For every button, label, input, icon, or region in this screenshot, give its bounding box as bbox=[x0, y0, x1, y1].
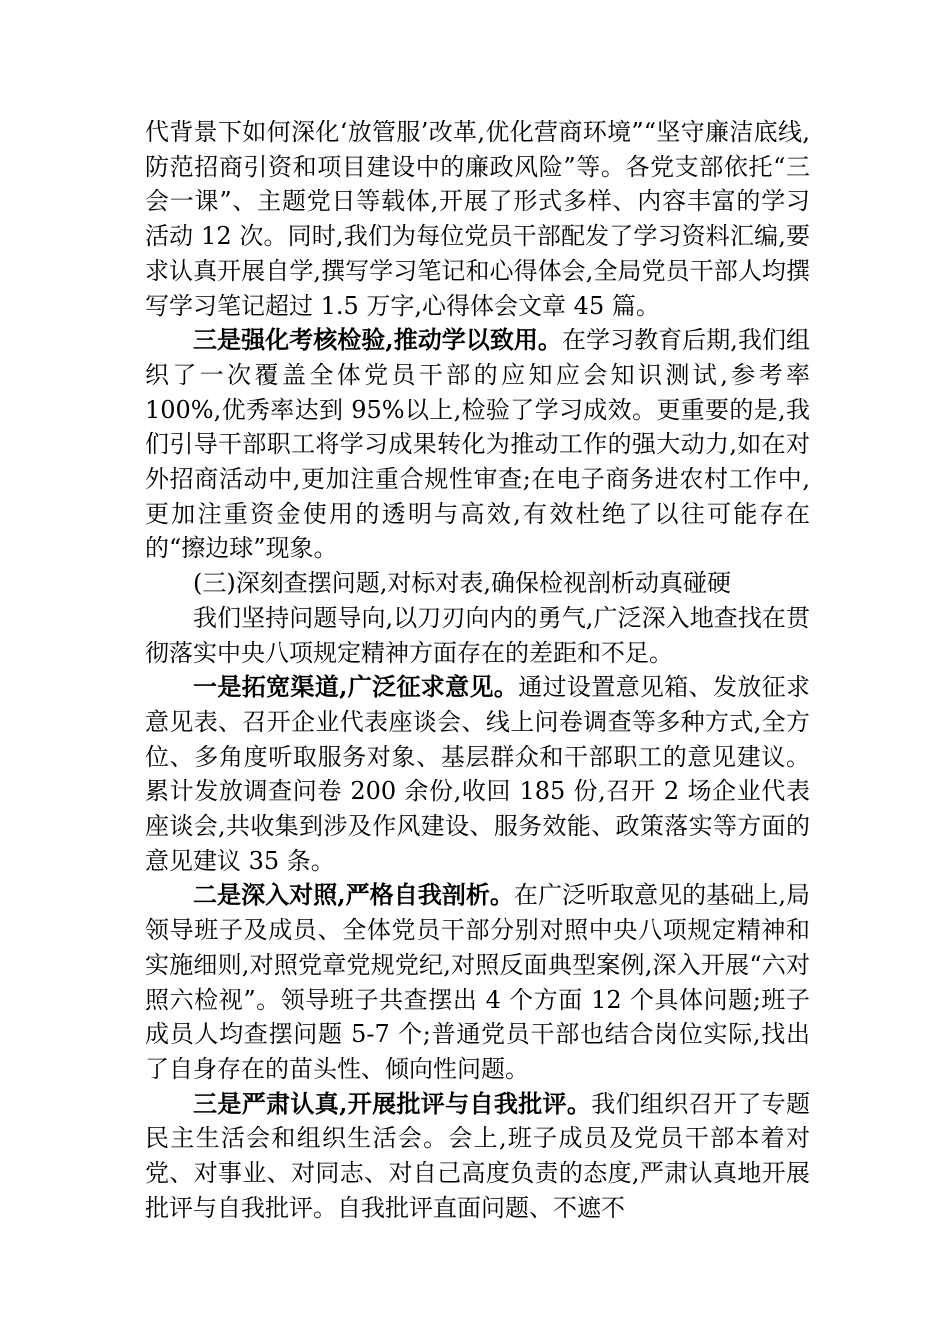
paragraph-channels bbox=[145, 670, 810, 878]
paragraph-criticism bbox=[145, 1087, 810, 1226]
paragraph-lead: 二是深入对照,严格自我剖析。 bbox=[193, 880, 514, 910]
document-body bbox=[145, 115, 810, 1226]
paragraph-intro bbox=[145, 601, 810, 670]
paragraph-lead: 三是严肃认真,开展批评与自我批评。 bbox=[193, 1088, 592, 1118]
paragraph-assessment bbox=[145, 323, 810, 566]
paragraph-lead: 三是强化考核检验,推动学以致用。 bbox=[193, 325, 562, 355]
section-heading-text: (三)深刻查摆问题,对标对表,确保检视剖析动真碰硬 bbox=[193, 569, 731, 598]
paragraph-text: 代背景下如何深化‘放管服’改革,优化营商环境”“坚守廉洁底线,防范招商引资和项目建设中的廉政风险”等。各党支部依托“三会一课”、主题党日等载体,开展了形式多样、内容丰富的学习活动 12 次。同时,我们为每位党员干部配发了学习资料汇编,要求认真开展自学,撰写学习笔记和心得体会,全局党员干部人均撰写学习笔记超过 1.5 万字,心得体会文章 45 篇。 bbox=[145, 118, 810, 320]
section-heading bbox=[145, 566, 810, 601]
paragraph-text: 在学习教育后期,我们组织了一次覆盖全体党员干部的应知应会知识测试,参考率 100%,优秀率达到 95%以上,检验了学习成效。更重要的是,我们引导干部职工将学习成果转化为推动工作的强大动力,如在对外招商活动中,更加注重合规性审查;在电子商务进农村工作中,更加注重资金使用的透明与高效,有效杜绝了以往可能存在的“擦边球”现象。 bbox=[145, 326, 810, 563]
paragraph-text: 我们坚持问题导向,以刀刃向内的勇气,广泛深入地查找在贯彻落实中央八项规定精神方面存在的差距和不足。 bbox=[145, 603, 810, 667]
paragraph-self-analysis bbox=[145, 878, 810, 1086]
paragraph-lead: 一是拓宽渠道,广泛征求意见。 bbox=[193, 672, 519, 702]
paragraph-continuation bbox=[145, 115, 810, 323]
paragraph-text: 通过设置意见箱、发放征求意见表、召开企业代表座谈会、线上问卷调查等多种方式,全方位、多角度听取服务对象、基层群众和干部职工的意见建议。累计发放调查问卷 200 余份,收回 185 份,召开 2 场企业代表座谈会,共收集到涉及作风建设、服务效能、政策落实等方面的意见建议 35 条。 bbox=[145, 673, 811, 875]
paragraph-text: 我们组织召开了专题民主生活会和组织生活会。会上,班子成员及党员干部本着对党、对事业、对同志、对自己高度负责的态度,严肃认真地开展批评与自我批评。自我批评直面问题、不遮不 bbox=[145, 1089, 810, 1222]
paragraph-text: 在广泛听取意见的基础上,局领导班子及成员、全体党员干部分别对照中央八项规定精神和实施细则,对照党章党规党纪,对照反面典型案例,深入开展“六对照六检视”。领导班子共查摆出 4 个方面 12 个具体问题;班子成员人均查摆问题 5-7 个;普通党员干部也结合岗位实际,找出了自身存在的苗头性、倾向性问题。 bbox=[145, 881, 810, 1083]
